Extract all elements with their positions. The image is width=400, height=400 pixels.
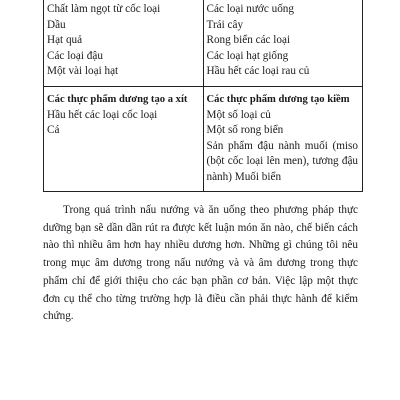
table-row [44, 86, 363, 191]
list-item: Hầu hết các loại rau củ [206, 65, 310, 78]
list-item: Các loại hạt giống [206, 49, 289, 62]
list-item: Một vài loại hạt [47, 65, 119, 78]
table-cell-acid-yang [44, 86, 204, 191]
cell-heading: Các thực phẩm dương tạo a xít [47, 93, 188, 105]
table-cell-alkaline-yin [203, 0, 363, 86]
list-item: Một số loại củ [206, 108, 271, 121]
paragraph-text: Trong quá trình nấu nướng và ăn uống theo phương pháp thực dưỡng bạn sẽ dần dần rút ra được kết luận món ăn nào, chế biến cách nào thì nhiều âm hơn hay nhiều dương hơn. Những gì chúng tôi nêu trong mục âm dương trong nấu nướng và và âm dương trong thực phẩm chỉ để giới thiệu cho các bạn phần cơ bản. Việc lập một thực đơn cụ thể cho từng trường hợp là điều cần phải thực hành để kiểm chứng. [43, 204, 358, 323]
body-paragraph [43, 202, 358, 326]
list-item: Sản phẩm đậu nành muối (miso (bột cốc loại lên men), tương đậu nành) Muối biển [206, 139, 358, 183]
list-item: Dầu [47, 18, 66, 31]
table-cell-alkaline-yang [203, 86, 363, 191]
list-item: Hầu hết các loại cốc loại [47, 108, 158, 121]
list-item: Trái cây [206, 18, 244, 31]
cell-heading: Các thực phẩm dương tạo kiềm [206, 93, 350, 105]
list-item: Các loại đậu [47, 49, 103, 62]
list-item: Rong biển các loại [206, 34, 291, 47]
list-item: Chất làm ngọt từ cốc loại [47, 3, 161, 15]
list-item: Các loại nước uống [206, 3, 294, 15]
list-item: Hạt quả [47, 34, 83, 47]
list-item: Một số rong biển [206, 124, 284, 137]
table-row [44, 0, 363, 86]
table-cell-acid-yin [44, 0, 204, 86]
food-classification-table [43, 0, 363, 192]
list-item: Cá [47, 124, 60, 137]
